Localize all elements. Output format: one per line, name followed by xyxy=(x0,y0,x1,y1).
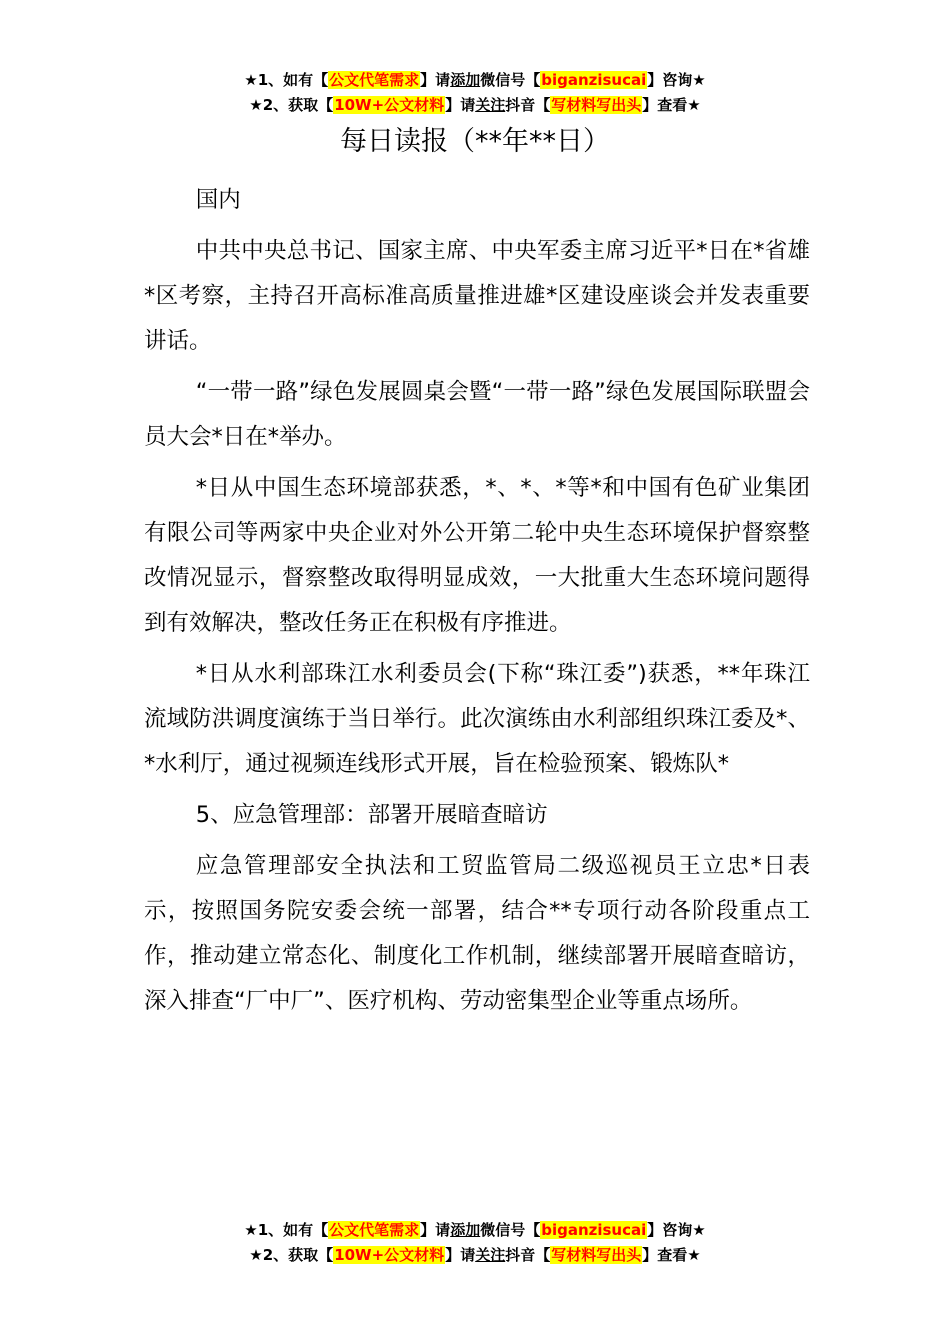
banner-text: 】请 xyxy=(420,71,451,89)
underlined-text: 添加 xyxy=(450,1221,481,1239)
banner-text: 】请 xyxy=(445,96,476,114)
paragraph: 应急管理部安全执法和工贸监管局二级巡视员王立忠*日表示，按照国务院安委会统一部署，结合**专项行动各阶段重点工作，推动建立常态化、制度化工作机制，继续部署开展暗查暗访，深入排查“厂中厂”、医疗机构、劳动密集型企业等重点场所。 xyxy=(144,853,810,1014)
paragraph: 中共中央总书记、国家主席、中央军委主席习近平*日在*省雄*区考察，主持召开高标准高质量推进雄*区建设座谈会并发表重要讲话。 xyxy=(144,238,810,354)
highlight-text: 公文代笔需求 xyxy=(329,71,420,89)
banner-text: ★2、获取【 xyxy=(249,1246,334,1264)
douyin-account: 写材料写出头 xyxy=(551,96,642,114)
footer-banner xyxy=(0,1218,950,1268)
banner-text: 微信号【 xyxy=(480,1221,541,1239)
banner-text: 】请 xyxy=(420,1221,451,1239)
banner-text: 】咨询★ xyxy=(647,71,706,89)
douyin-account: 写材料写出头 xyxy=(551,1246,642,1264)
banner-text: ★1、如有【 xyxy=(244,1221,329,1239)
banner-text: 抖音【 xyxy=(505,96,551,114)
wechat-id: biganzisucai xyxy=(541,71,647,89)
banner-text: ★1、如有【 xyxy=(244,71,329,89)
banner-line-1 xyxy=(0,1218,950,1243)
wechat-id: biganzisucai xyxy=(541,1221,647,1239)
section-heading: 5、应急管理部：部署开展暗查暗访 xyxy=(195,802,548,828)
highlight-text: 公文代笔需求 xyxy=(329,1221,420,1239)
highlight-text: 10W+公文材料 xyxy=(334,96,445,114)
banner-text: 抖音【 xyxy=(505,1246,551,1264)
header-banner xyxy=(0,68,950,118)
document-body xyxy=(144,178,810,1030)
underlined-text: 关注 xyxy=(475,1246,506,1264)
banner-text: ★2、获取【 xyxy=(249,96,334,114)
underlined-text: 添加 xyxy=(450,71,481,89)
banner-text: 】请 xyxy=(445,1246,476,1264)
document-title: 每日读报（**年**日） xyxy=(340,126,610,157)
banner-text: 微信号【 xyxy=(480,71,541,89)
banner-line-1 xyxy=(0,68,950,93)
highlight-text: 10W+公文材料 xyxy=(334,1246,445,1264)
paragraph: “一带一路”绿色发展圆桌会暨“一带一路”绿色发展国际联盟会员大会*日在*举办。 xyxy=(144,379,810,450)
banner-line-2 xyxy=(0,1243,950,1268)
banner-text: 】查看★ xyxy=(642,96,701,114)
paragraph: *日从水利部珠江水利委员会(下称“珠江委”)获悉，**年珠江流域防洪调度演练于当日举行。此次演练由水利部组织珠江委及*、*水利厅，通过视频连线形式开展，旨在检验预案、锻炼队* xyxy=(144,661,810,777)
banner-text: 】咨询★ xyxy=(647,1221,706,1239)
banner-line-2 xyxy=(0,93,950,118)
section-heading: 国内 xyxy=(195,187,241,213)
banner-text: 】查看★ xyxy=(642,1246,701,1264)
paragraph: *日从中国生态环境部获悉，*、*、*等*和中国有色矿业集团有限公司等两家中央企业对外公开第二轮中央生态环境保护督察整改情况显示，督察整改取得明显成效，一大批重大生态环境问题得到有效解决，整改任务正在积极有序推进。 xyxy=(144,475,810,636)
underlined-text: 关注 xyxy=(475,96,506,114)
